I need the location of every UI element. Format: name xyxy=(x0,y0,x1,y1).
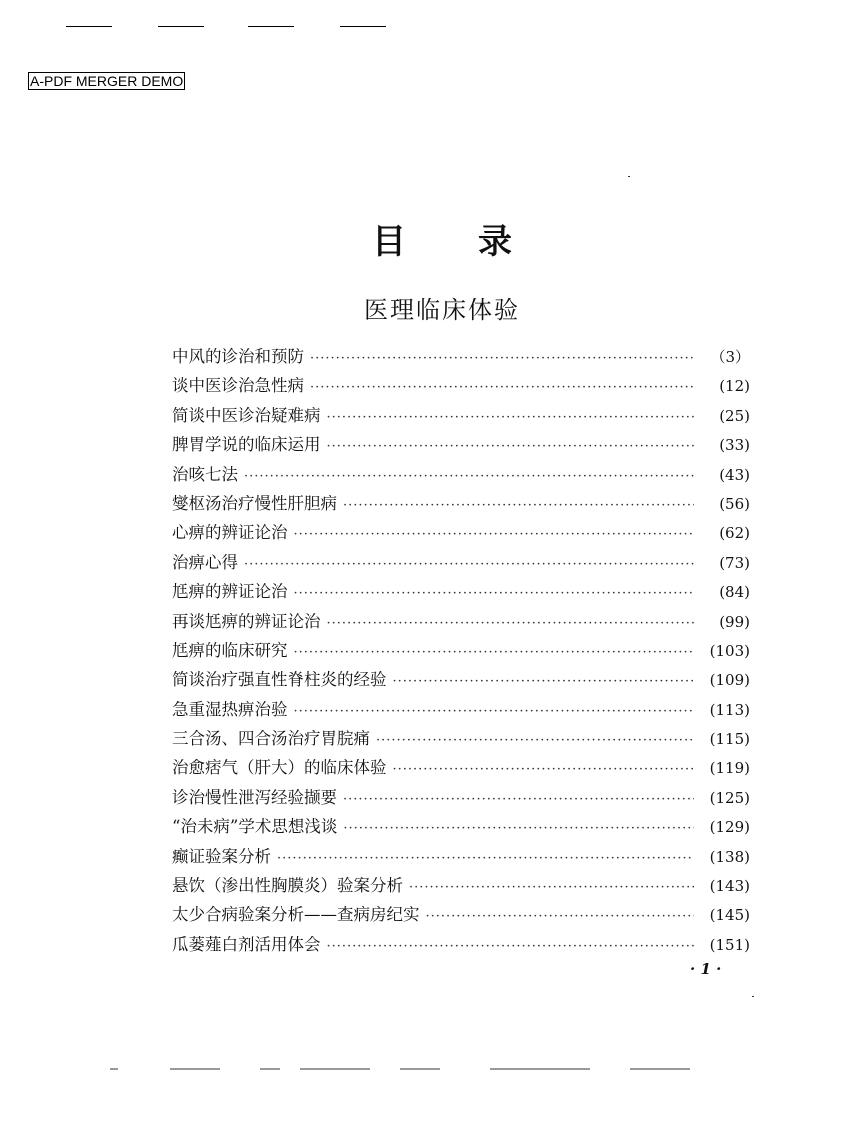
toc-entry xyxy=(172,489,750,518)
dot-leader xyxy=(244,462,694,491)
dot-leader xyxy=(409,873,694,902)
toc-entry-page: (62) xyxy=(719,524,750,543)
toc-entry-title: 癫证验案分析 xyxy=(172,846,271,866)
toc-entry xyxy=(172,871,750,900)
dot-leader xyxy=(327,932,695,961)
scan-speck xyxy=(628,176,630,177)
toc-entry-title: 谈中医诊治急性病 xyxy=(172,376,304,396)
toc-entry-page: (73) xyxy=(719,553,750,572)
dot-leader xyxy=(310,344,694,373)
dot-leader xyxy=(426,902,695,931)
toc-entry xyxy=(172,812,750,841)
toc-entry-page: (151) xyxy=(709,935,750,954)
toc-entry xyxy=(172,930,750,959)
toc-entry-page: （3） xyxy=(710,348,750,366)
toc-entry-title: 治痹心得 xyxy=(172,552,238,572)
dot-leader xyxy=(244,550,694,579)
toc-entry-page: (56) xyxy=(719,494,750,513)
toc-entry xyxy=(172,548,750,577)
dot-leader xyxy=(393,755,695,784)
toc-entry-title: 简谈中医诊治疑难病 xyxy=(172,405,321,425)
dot-leader xyxy=(310,373,694,402)
toc-entry xyxy=(172,460,750,489)
dot-leader xyxy=(343,491,694,520)
toc-entry-title: 诊治慢性泄泻经验撷要 xyxy=(172,787,337,807)
toc-entry xyxy=(172,430,750,459)
toc-entry xyxy=(172,401,750,430)
toc-entry-title: 急重湿热痹治验 xyxy=(172,699,288,719)
toc-entry-title: 简谈治疗强直性脊柱炎的经验 xyxy=(172,670,387,690)
toc-entry-page: (143) xyxy=(709,877,750,896)
watermark-label: A-PDF MERGER DEMO xyxy=(30,73,184,89)
toc-entry xyxy=(172,842,750,871)
toc-entry-page: (84) xyxy=(719,583,750,602)
page-title-char-1: 目 xyxy=(372,222,406,262)
toc-entry-page: (99) xyxy=(719,612,750,631)
table-of-contents xyxy=(172,342,750,959)
toc-entry xyxy=(172,518,750,547)
toc-entry-page: (43) xyxy=(719,465,750,484)
toc-entry-title: 中风的诊治和预防 xyxy=(172,347,304,366)
toc-entry-title: 太少合病验案分析——查病房纪实 xyxy=(172,905,420,925)
toc-entry-page: (138) xyxy=(709,847,750,866)
toc-entry xyxy=(172,753,750,782)
toc-entry xyxy=(172,371,750,400)
toc-entry-page: (129) xyxy=(709,818,750,837)
toc-entry-title: 悬饮（渗出性胸膜炎）验案分析 xyxy=(172,876,403,896)
toc-entry xyxy=(172,665,750,694)
page-title-char-2: 录 xyxy=(478,222,512,262)
scan-speck xyxy=(752,996,754,997)
header-rules xyxy=(0,26,866,28)
toc-entry-title: 尪痹的临床研究 xyxy=(172,640,288,660)
dot-leader xyxy=(294,520,695,549)
toc-entry-title: 治愈痞气（肝大）的临床体验 xyxy=(172,758,387,778)
toc-entry xyxy=(172,636,750,665)
dot-leader xyxy=(294,638,695,667)
dot-leader xyxy=(376,726,694,755)
toc-entry-title: 燮枢汤治疗慢性肝胆病 xyxy=(172,493,337,513)
page-title xyxy=(0,222,866,262)
toc-entry xyxy=(172,783,750,812)
toc-entry-page: (103) xyxy=(709,641,750,660)
toc-entry-title: 再谈尪痹的辨证论治 xyxy=(172,611,321,631)
dot-leader xyxy=(294,697,695,726)
toc-entry-title: 三合汤、四合汤治疗胃脘痛 xyxy=(172,729,370,749)
dot-leader xyxy=(393,667,695,696)
dot-leader xyxy=(327,609,695,638)
dot-leader xyxy=(294,579,695,608)
toc-entry xyxy=(172,607,750,636)
toc-entry-title: 脾胃学说的临床运用 xyxy=(172,435,321,455)
toc-entry-page: (25) xyxy=(719,406,750,425)
scan-artifact-line xyxy=(110,1068,710,1072)
dot-leader xyxy=(327,432,695,461)
toc-entry-page: (119) xyxy=(709,759,750,778)
toc-entry-title: “治未病”学术思想浅谈 xyxy=(172,817,338,837)
toc-entry-title: 瓜蒌薤白剂活用体会 xyxy=(172,934,321,954)
toc-entry-page: (125) xyxy=(709,788,750,807)
toc-entry xyxy=(172,577,750,606)
page-number: · 1 · xyxy=(690,960,722,978)
toc-entry-title: 心痹的辨证论治 xyxy=(172,523,288,543)
toc-entry-page: (145) xyxy=(709,906,750,925)
toc-entry xyxy=(172,342,750,371)
toc-entry-page: (113) xyxy=(709,700,750,719)
toc-entry-page: (109) xyxy=(709,671,750,690)
toc-entry-title: 治咳七法 xyxy=(172,464,238,484)
dot-leader xyxy=(343,785,694,814)
toc-entry-page: (33) xyxy=(719,436,750,455)
toc-entry xyxy=(172,724,750,753)
section-heading: 医理临床体验 xyxy=(364,296,520,324)
dot-leader xyxy=(327,403,695,432)
toc-entry xyxy=(172,900,750,929)
toc-entry-page: (12) xyxy=(719,377,750,396)
dot-leader xyxy=(343,814,694,843)
toc-entry-title: 尪痹的辨证论治 xyxy=(172,582,288,602)
toc-entry xyxy=(172,695,750,724)
dot-leader xyxy=(277,844,694,873)
toc-entry-page: (115) xyxy=(709,730,750,749)
